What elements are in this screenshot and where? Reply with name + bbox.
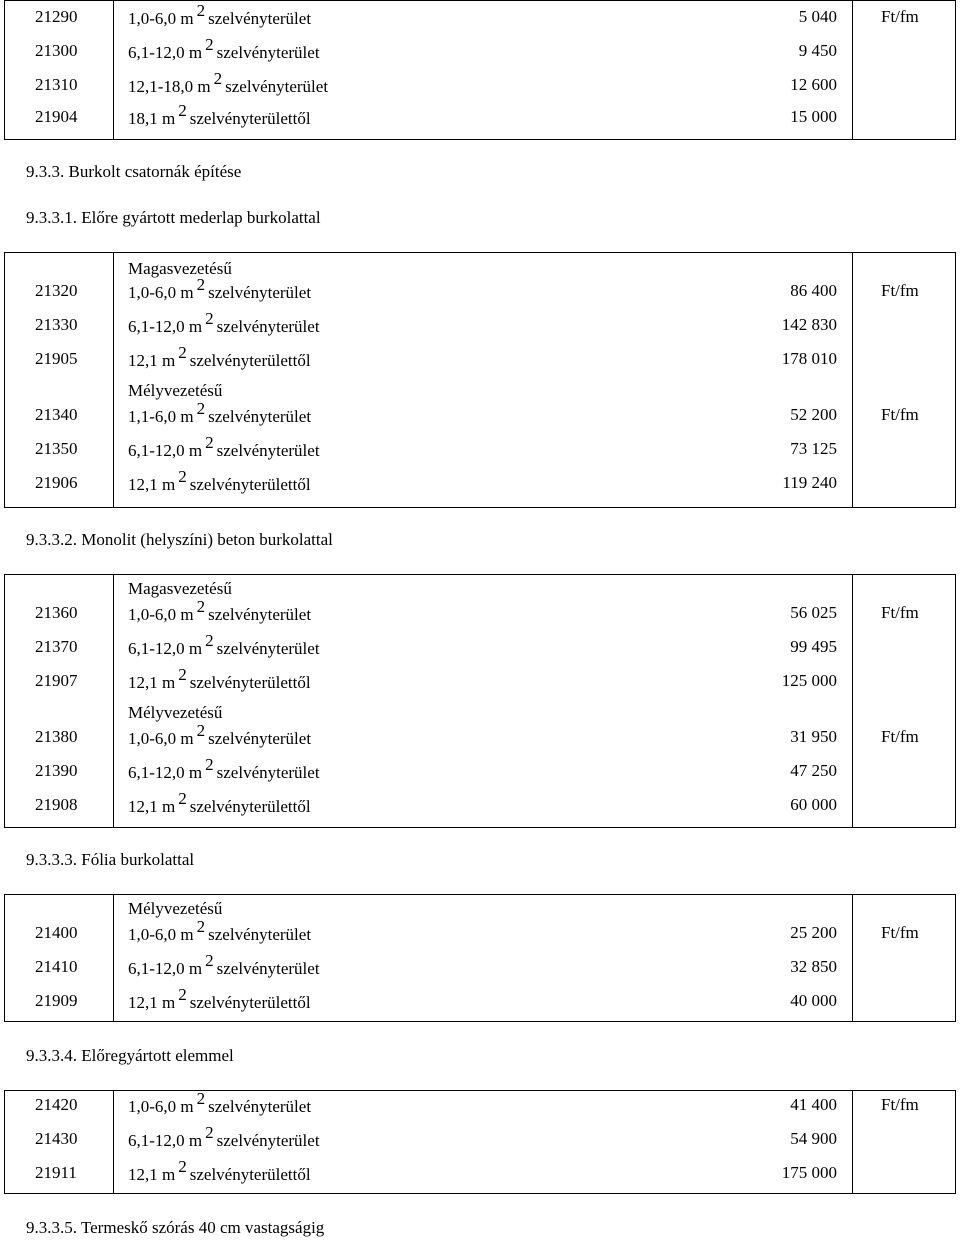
table-row: [5, 309, 955, 347]
group-label: Magasvezetésű: [128, 259, 232, 278]
item-price: 32 850: [790, 957, 837, 976]
table-row: [5, 69, 955, 107]
item-code: 21360: [35, 603, 78, 622]
item-price: 73 125: [790, 439, 837, 458]
item-code: 21340: [35, 405, 78, 424]
item-description: 1,0-6,0 m $^2$ szelvényterület: [128, 917, 312, 944]
item-price: 40 000: [790, 991, 837, 1010]
item-description: 6,1-12,0 m $^2$ szelvényterület: [128, 1123, 320, 1150]
item-code: 21907: [35, 671, 78, 690]
item-code: 21430: [35, 1129, 78, 1148]
item-description: 1,0-6,0 m $^2$ szelvényterület: [128, 1, 312, 28]
item-code: 21420: [35, 1095, 78, 1114]
item-price: 60 000: [790, 795, 837, 814]
item-price: 5 040: [798, 7, 837, 26]
group-label: Magasvezetésű: [128, 579, 232, 598]
item-code: 21390: [35, 761, 78, 780]
group-label: Mélyvezetésű: [128, 703, 223, 722]
item-description: 12,1 m $^2$ szelvényterülettől: [128, 467, 311, 494]
item-code: 21410: [35, 957, 78, 976]
item-code: 21320: [35, 281, 78, 300]
table-row: [5, 1089, 955, 1127]
item-code: 21380: [35, 727, 78, 746]
item-unit: Ft/fm: [881, 727, 919, 746]
item-description: 1,0-6,0 m $^2$ szelvényterület: [128, 1089, 312, 1116]
item-unit: Ft/fm: [881, 923, 919, 942]
item-description: 12,1 m $^2$ szelvényterülettől: [128, 1157, 311, 1184]
item-price: 86 400: [790, 281, 837, 300]
price-table-top: [4, 0, 956, 140]
item-price: 9 450: [798, 41, 837, 60]
item-price: 41 400: [790, 1095, 837, 1114]
item-code: 21290: [35, 7, 78, 26]
item-code: 21330: [35, 315, 78, 334]
item-description: 6,1-12,0 m $^2$ szelvényterület: [128, 755, 320, 782]
section-heading: 9.3.3.3. Fólia burkolattal: [26, 850, 195, 869]
item-description: 12,1 m $^2$ szelvényterülettől: [128, 343, 311, 370]
item-code: 21904: [35, 107, 78, 126]
item-price: 47 250: [790, 761, 837, 780]
item-code: 21300: [35, 41, 78, 60]
table-row: [5, 755, 955, 793]
item-description: 6,1-12,0 m $^2$ szelvényterület: [128, 631, 320, 658]
item-description: 1,0-6,0 m $^2$ szelvényterület: [128, 597, 312, 624]
item-unit: Ft/fm: [881, 603, 919, 622]
item-description: 12,1-18,0 m $^2$ szelvényterület: [128, 69, 329, 96]
item-price: 178 010: [781, 349, 837, 368]
item-price: 119 240: [782, 473, 837, 492]
price-table-folia: [4, 894, 956, 1022]
table-row: [5, 35, 955, 73]
table-row: [5, 399, 955, 437]
table-row: [5, 1, 955, 39]
item-price: 52 200: [790, 405, 837, 424]
item-code: 21909: [35, 991, 78, 1010]
item-code: 21906: [35, 473, 78, 492]
price-table-monolit: [4, 574, 956, 828]
table-row: [5, 951, 955, 989]
table-row: [5, 789, 955, 827]
group-label: Mélyvezetésű: [128, 381, 223, 400]
table-row: [5, 467, 955, 505]
price-table-elemmel: [4, 1090, 956, 1194]
item-price: 12 600: [790, 75, 837, 94]
item-description: 12,1 m $^2$ szelvényterülettől: [128, 985, 311, 1012]
item-unit: Ft/fm: [881, 7, 919, 26]
item-description: 12,1 m $^2$ szelvényterülettől: [128, 789, 311, 816]
item-price: 56 025: [790, 603, 837, 622]
section-heading: 9.3.3. Burkolt csatornák építése: [26, 162, 242, 181]
item-price: 31 950: [790, 727, 837, 746]
item-unit: Ft/fm: [881, 1095, 919, 1114]
section-heading: 9.3.3.5. Termeskő szórás 40 cm vastagságig: [26, 1218, 325, 1237]
table-row: [5, 101, 955, 139]
table-row: [5, 275, 955, 313]
table-row: [5, 1123, 955, 1161]
table-row: [5, 665, 955, 703]
item-description: 1,0-6,0 m $^2$ szelvényterület: [128, 721, 312, 748]
item-price: 99 495: [790, 637, 837, 656]
item-description: 18,1 m $^2$ szelvényterülettől: [128, 101, 311, 128]
item-description: 6,1-12,0 m $^2$ szelvényterület: [128, 951, 320, 978]
item-unit: Ft/fm: [881, 405, 919, 424]
section-heading: 9.3.3.2. Monolit (helyszíni) beton burkolattal: [26, 530, 333, 549]
table-row: [5, 597, 955, 635]
item-price: 175 000: [781, 1163, 837, 1182]
item-unit: Ft/fm: [881, 281, 919, 300]
item-price: 15 000: [790, 107, 837, 126]
table-row: [5, 343, 955, 381]
section-heading: 9.3.3.4. Előregyártott elemmel: [26, 1046, 234, 1065]
table-row: [5, 917, 955, 955]
item-description: 1,0-6,0 m $^2$ szelvényterület: [128, 275, 312, 302]
item-description: 6,1-12,0 m $^2$ szelvényterület: [128, 35, 320, 62]
item-price: 125 000: [781, 671, 837, 690]
item-description: 12,1 m $^2$ szelvényterülettől: [128, 665, 311, 692]
item-code: 21908: [35, 795, 78, 814]
item-code: 21310: [35, 75, 78, 94]
item-code: 21400: [35, 923, 78, 942]
table-row: [5, 721, 955, 759]
table-row: [5, 433, 955, 471]
item-code: 21370: [35, 637, 78, 656]
section-heading: 9.3.3.1. Előre gyártott mederlap burkolattal: [26, 208, 321, 227]
item-code: 21350: [35, 439, 78, 458]
item-code: 21905: [35, 349, 78, 368]
table-row: [5, 1157, 955, 1195]
item-code: 21911: [35, 1163, 77, 1182]
item-description: 1,1-6,0 m $^2$ szelvényterület: [128, 399, 312, 426]
item-price: 142 830: [781, 315, 837, 334]
item-description: 6,1-12,0 m $^2$ szelvényterület: [128, 433, 320, 460]
price-table-mederlap: [4, 252, 956, 508]
item-description: 6,1-12,0 m $^2$ szelvényterület: [128, 309, 320, 336]
item-price: 25 200: [790, 923, 837, 942]
item-price: 54 900: [790, 1129, 837, 1148]
table-row: [5, 631, 955, 669]
table-row: [5, 985, 955, 1023]
group-label: Mélyvezetésű: [128, 899, 223, 918]
